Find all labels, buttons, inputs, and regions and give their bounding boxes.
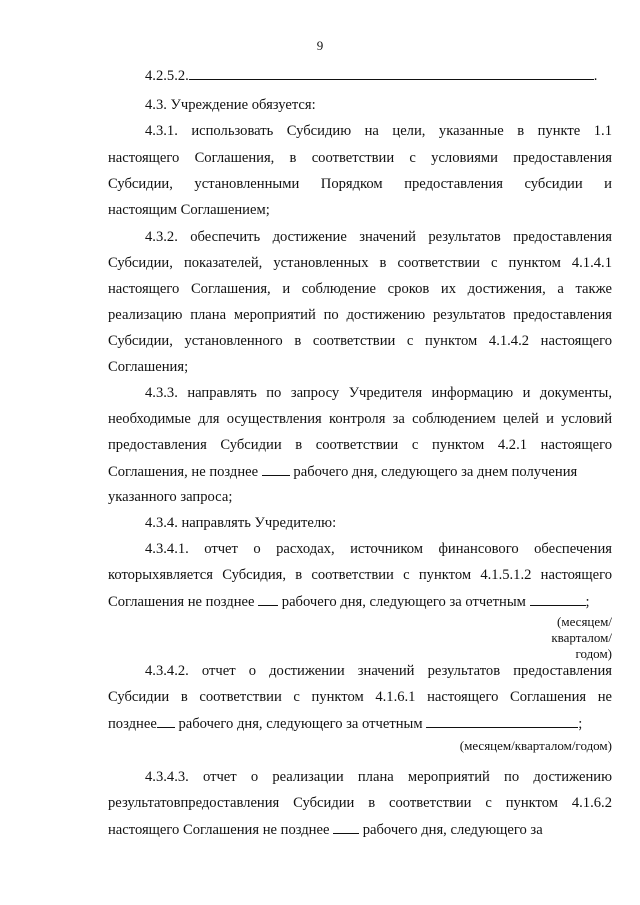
item-4-3-4-1-line xyxy=(108,592,612,611)
item-4-2-5-2 xyxy=(145,66,612,85)
fill-in-blank xyxy=(262,462,290,476)
fill-in-blank xyxy=(530,592,586,606)
item-4-3-1-line: настоящего Соглашения, в соответствии с условиями предоставления xyxy=(108,150,612,166)
item-4-3-4-3-text: рабочего дня, следующего за xyxy=(359,822,543,838)
item-4-2-5-2-number: 4.2.5.2. xyxy=(145,68,189,84)
item-4-3-4-2-text: рабочего дня, следующего за отчетным xyxy=(174,716,427,732)
item-4-2-5-2-end: . xyxy=(593,68,598,84)
fill-in-blank xyxy=(189,66,594,80)
item-4-3-2-line: Соглашения; xyxy=(108,359,189,375)
item-4-3-4-1-text: рабочего дня, следующего за отчетным xyxy=(278,594,530,610)
item-4-3-4-2-line xyxy=(108,714,612,733)
item-4-3-2-line: настоящего Соглашения, и соблюдение сроков их достижения, а также xyxy=(108,281,612,297)
period-note: кварталом/ xyxy=(551,630,612,645)
item-4-3-2-line: Субсидии, показателей, установленных в соответствии с пунктом 4.1.4.1 xyxy=(108,255,612,271)
fill-in-blank xyxy=(258,592,278,606)
period-note: годом) xyxy=(575,646,612,661)
item-4-3-3-line: указанного запроса; xyxy=(108,489,233,505)
period-note: (месяцем/кварталом/годом) xyxy=(459,738,612,753)
item-4-3-3-line xyxy=(108,462,612,481)
item-4-3-4-2-text: позднее xyxy=(108,716,157,732)
item-4-3-4-1-line: которыхявляется Субсидия, в соответствии с пунктом 4.1.5.1.2 настоящего xyxy=(108,567,612,583)
fill-in-blank xyxy=(333,820,359,834)
item-4-3-4-3-line: 4.3.4.3. отчет о реализации плана мероприятий по достижению xyxy=(145,769,612,785)
item-4-3-3-text: рабочего дня, следующего за днем получения xyxy=(289,464,578,480)
item-4-3-4-1-text: Соглашения не позднее xyxy=(108,594,259,610)
item-4-3-4-heading: 4.3.4. направлять Учредителю: xyxy=(145,515,337,531)
item-4-3-heading: 4.3. Учреждение обязуется: xyxy=(145,97,316,113)
item-4-3-4-3-text: настоящего Соглашения не позднее xyxy=(108,822,334,838)
period-note: (месяцем/ xyxy=(557,614,612,629)
item-4-3-3-text: Соглашения, не позднее xyxy=(108,464,262,480)
item-4-3-3-line: предоставления Субсидии в соответствии с пунктом 4.2.1 настоящего xyxy=(108,437,612,453)
item-4-3-1-line: 4.3.1. использовать Субсидию на цели, указанные в пункте 1.1 xyxy=(145,123,612,139)
fill-in-blank xyxy=(157,714,175,728)
item-4-3-2-line: 4.3.2. обеспечить достижение значений результатов предоставления xyxy=(145,229,612,245)
item-4-3-4-2-end: ; xyxy=(578,716,583,732)
item-4-3-4-3-line: результатовпредоставления Субсидии в соответствии с пунктом 4.1.6.2 xyxy=(108,795,612,811)
item-4-3-4-1-line: 4.3.4.1. отчет о расходах, источником финансового обеспечения xyxy=(145,541,612,557)
item-4-3-3-line: 4.3.3. направлять по запросу Учредителя информацию и документы, xyxy=(145,385,612,401)
item-4-3-4-3-line xyxy=(108,820,612,839)
item-4-3-4-2-line: Субсидии в соответствии с пунктом 4.1.6.1 настоящего Соглашения не xyxy=(108,689,612,705)
page-number: 9 xyxy=(316,38,324,53)
item-4-3-2-line: реализацию плана мероприятий по достижению результатов предоставления xyxy=(108,307,612,323)
item-4-3-3-line: необходимые для осуществления контроля за соблюдением целей и условий xyxy=(108,411,612,427)
item-4-3-2-line: Субсидии, установленного в соответствии с пунктом 4.1.4.2 настоящего xyxy=(108,333,612,349)
item-4-3-1-line: Субсидии, установленными Порядком предоставления субсидии и xyxy=(108,176,612,192)
item-4-3-4-2-line: 4.3.4.2. отчет о достижении значений результатов предоставления xyxy=(145,663,612,679)
item-4-3-1-line: настоящим Соглашением; xyxy=(108,202,270,218)
item-4-3-4-1-end: ; xyxy=(585,594,590,610)
fill-in-blank xyxy=(426,714,578,728)
